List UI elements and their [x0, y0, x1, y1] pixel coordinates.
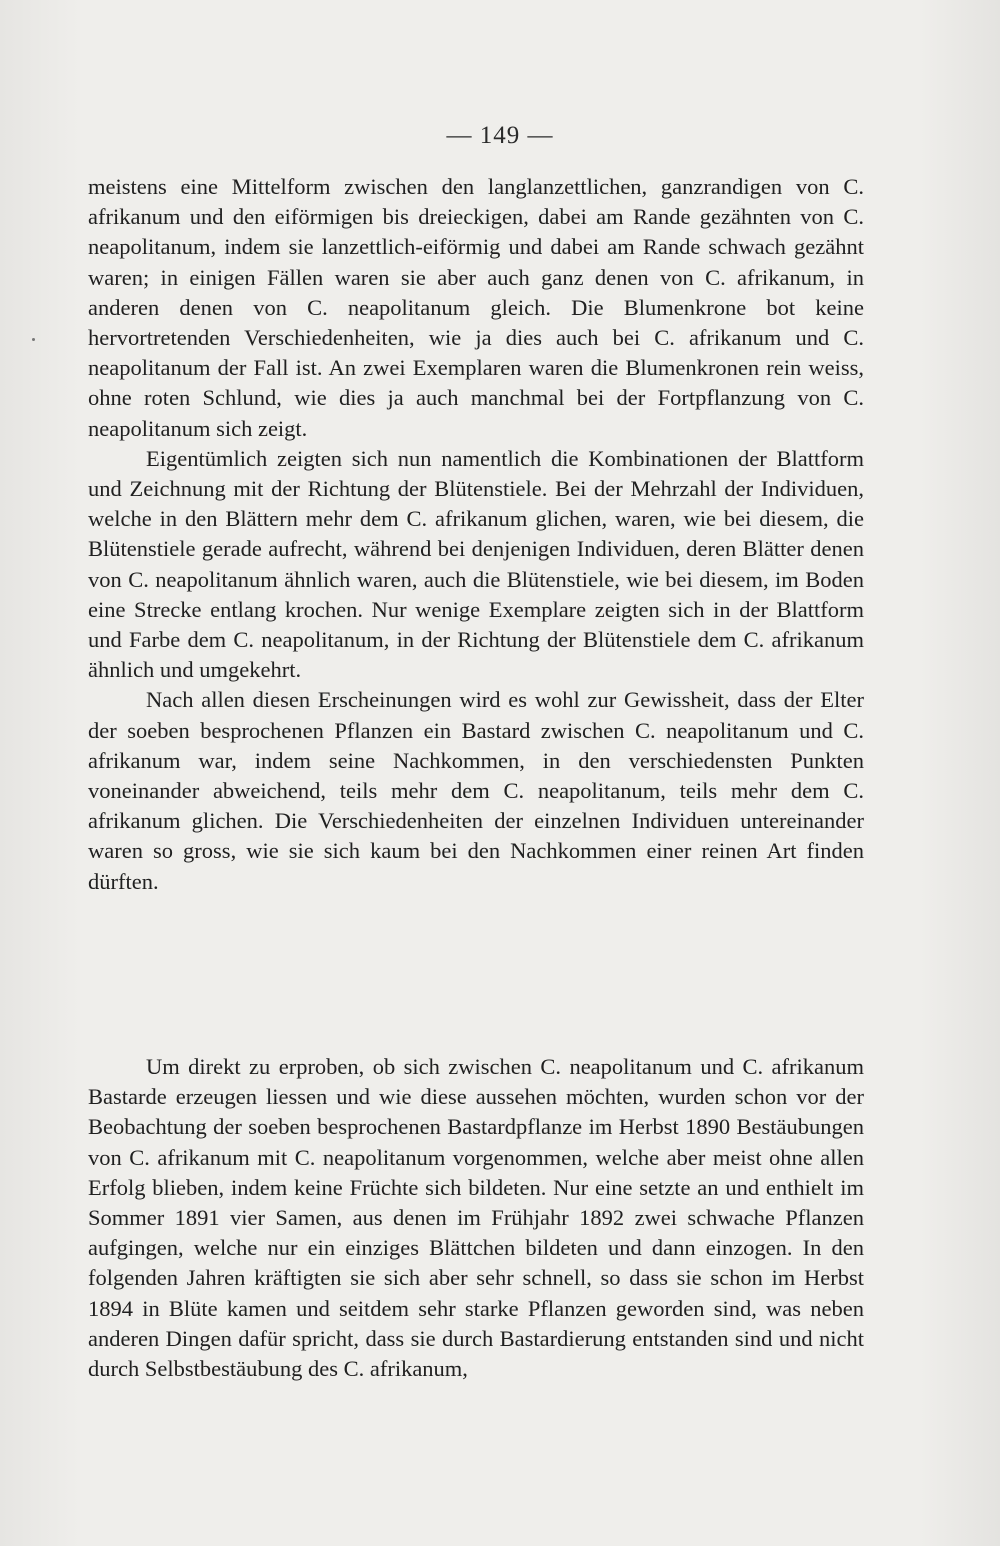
text-block-lower [88, 1052, 864, 1384]
paper-speck [32, 338, 35, 341]
page-number: — 149 — [446, 122, 554, 149]
paragraph-bestaeubung: Um direkt zu erproben, ob sich zwischen C. neapolitanum und C. afrikanum Bastarde erzeugen liessen und wie diese aussehen möchten, wurden schon vor der Beobachtung der soeben besprochenen Bastardpflanze im Herbst 1890 Bestäubungen von C. afrikanum mit C. neapolitanum vorgenommen, welche aber meist ohne allen Erfolg blieben, indem keine Früchte sich bildeten. Nur eine setzte an und enthielt im Sommer 1891 vier Samen, aus denen im Frühjahr 1892 zwei schwache Pflanzen aufgingen, welche nur ein einziges Blättchen bildeten und dann einzogen. In den folgenden Jahren kräftigten sie sich aber sehr schnell, so dass sie schon im Herbst 1894 in Blüte kamen und seitdem sehr starke Pflanzen geworden sind, was neben anderen Dingen dafür spricht, dass sie durch Bastardierung entstanden sind und nicht durch Selbstbestäubung des C. afrikanum, [88, 1054, 864, 1382]
paragraph-blattform: Eigentümlich zeigten sich nun namentlich die Kombinationen der Blattform und Zeichnung mit der Richtung der Blütenstiele. Bei der Mehrzahl der Individuen, welche in den Blättern mehr dem C. afrikanum glichen, waren, wie bei diesem, die Blütenstiele gerade aufrecht, während bei denjenigen Individuen, deren Blätter denen von C. neapolitanum ähnlich waren, auch die Blütenstiele, wie bei diesem, im Boden eine Strecke entlang krochen. Nur wenige Exemplare zeigten sich in der Blattform und Farbe dem C. neapolitanum, in der Richtung der Blütenstiele dem C. afrikanum ähnlich und umgekehrt. [88, 445, 864, 683]
paragraph-gewissheit: Nach allen diesen Erscheinungen wird es wohl zur Gewissheit, dass der Elter der soeben besprochenen Pflanzen ein Bastard zwischen C. neapolitanum und C. afrikanum war, indem seine Nachkommen, in den verschiedensten Punkten voneinander abweichend, teils mehr dem C. neapolitanum, teils mehr dem C. afrikanum glichen. Die Verschiedenheiten der einzelnen Individuen untereinander waren so gross, wie sie sich kaum bei den Nachkommen einer reinen Art finden dürften. [88, 687, 864, 894]
text-block-upper [88, 172, 864, 897]
paragraph-continuation: meistens eine Mittelform zwischen den langlanzettlichen, ganzrandigen von C. afrikanum und den eiförmigen bis dreieckigen, dabei am Rande gezähnten von C. neapolitanum, indem sie lanzettlich-eiförmig und dabei am Rande schwach gezähnt waren; in einigen Fällen waren sie aber auch ganz denen von C. afrikanum, in anderen denen von C. neapolitanum gleich. Die Blumenkrone bot keine hervortretenden Verschiedenheiten, wie ja dies auch bei C. afrikanum und C. neapolitanum der Fall ist. An zwei Exemplaren waren die Blumenkronen rein weiss, ohne roten Schlund, wie dies ja auch manchmal bei der Fortpflanzung von C. neapolitanum sich zeigt. [88, 174, 864, 441]
